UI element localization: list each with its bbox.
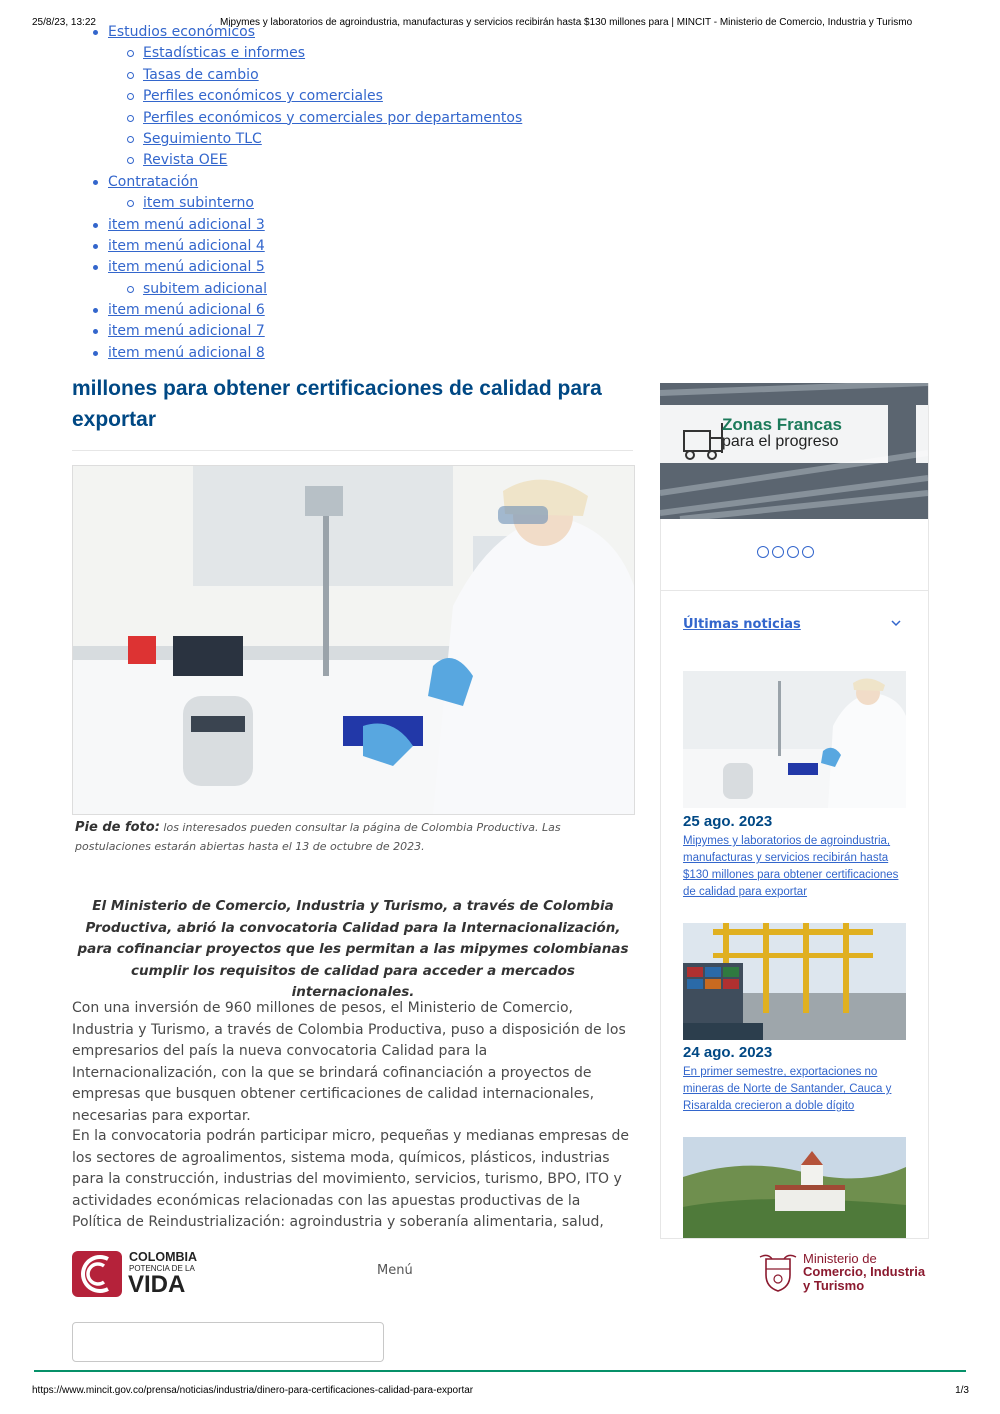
carousel-dot-2[interactable] [772, 546, 784, 558]
zonas-francas-banner[interactable] [660, 383, 928, 519]
news-title-link-2[interactable]: En primer semestre, exportaciones no mineras de Norte de Santander, Cauca y Risaralda crecieron a doble dígito [683, 1066, 892, 1112]
carousel-dots [757, 543, 817, 562]
menu-button[interactable]: Menú [377, 1263, 413, 1278]
print-url: https://www.mincit.gov.co/prensa/noticias/industria/dinero-para-certificaciones-calidad-para-exportar [32, 1385, 474, 1396]
logo-line-2: POTENCIA DE LA [129, 1264, 195, 1273]
menu-subitem [0, 150, 700, 171]
banner-title: Zonas Francas [722, 415, 842, 434]
menu-item [0, 172, 700, 193]
print-page-number: 1/3 [955, 1385, 969, 1396]
menu-link[interactable]: Seguimiento TLC [143, 130, 262, 147]
menu-subitem [0, 43, 700, 64]
logo-line-3: VIDA [128, 1271, 186, 1298]
main-menu-list [0, 22, 700, 364]
carousel-dot-4[interactable] [802, 546, 814, 558]
news-thumbnail-2[interactable] [683, 923, 906, 1060]
menu-link[interactable]: item menú adicional 3 [108, 216, 265, 233]
search-input[interactable] [72, 1322, 384, 1362]
menu-link[interactable]: item menú adicional 6 [108, 302, 265, 319]
menu-subitem [0, 108, 700, 129]
menu-link[interactable]: Tasas de cambio [143, 66, 259, 83]
menu-item [0, 343, 700, 364]
photo-caption [75, 818, 630, 856]
menu-item [0, 22, 700, 43]
menu-item [0, 300, 700, 321]
menu-link[interactable]: item menú adicional 4 [108, 237, 265, 254]
news-date-1: 25 ago. 2023 [683, 813, 773, 830]
ministry-line-3: y Turismo [803, 1278, 865, 1293]
menu-subitem [0, 193, 700, 214]
menu-item [0, 215, 700, 236]
caption-text: los interesados pueden consultar la página de Colombia Productiva. Las postulaciones estarán abiertas hasta el 13 de octubre de 2023. [75, 821, 561, 853]
menu-link[interactable]: Revista OEE [143, 152, 228, 169]
ministry-line-2: Comercio, Industria [803, 1264, 926, 1279]
news-thumbnail-3[interactable] [683, 1137, 906, 1238]
logo-line-1: COLOMBIA [129, 1250, 198, 1264]
menu-link[interactable]: item menú adicional 5 [108, 259, 265, 276]
article-paragraph-2: En la convocatoria podrán participar micro, pequeñas y medianas empresas de los sectores de agroalimentos, sistema moda, químicos, plásticos, industrias para la construcción, industrias del movimiento, servicios, turismo, BPO, ITO y actividades económicas relacionadas con las apuestas productivas de la Política de Reindustrialización: agroindustria y soberanía alimentaria, salud, [72, 1128, 629, 1230]
news-title-link-1[interactable]: Mipymes y laboratorios de agroindustria, manufacturas y servicios recibirán hasta $130 millones para obtener certificaciones de calidad para exportar [683, 835, 899, 898]
last-news-toggle[interactable]: Últimas noticias [683, 617, 801, 632]
colombia-logo-mark-icon [72, 1251, 122, 1297]
menu-subitem [0, 129, 700, 150]
print-date: 25/8/23, 13:22 [32, 17, 96, 28]
header-accent-line [34, 1370, 966, 1372]
article-paragraph-1: Con una inversión de 960 millones de pesos, el Ministerio de Comercio, Industria y Turismo, a través de Colombia Productiva, puso a disposición de los empresarios del país la nueva convocatoria Calidad para la Internacionalización, con la que se brindará cofinanciación a proyectos de empresas que busquen obtener certificaciones de calidad internacionales, necesarias para exportar. [72, 1000, 626, 1124]
sidebar-separator [660, 590, 928, 591]
article-headline: millones para obtener certificaciones de calidad para exportar [72, 377, 602, 431]
colombia-potencia-logo[interactable] [72, 1250, 202, 1298]
menu-item [0, 257, 700, 278]
headline-divider [72, 450, 633, 451]
menu-subitem [0, 65, 700, 86]
lab-photo-illustration [73, 466, 634, 814]
menu-item [0, 236, 700, 257]
news-thumbnail-1[interactable] [683, 671, 906, 808]
menu-subitem [0, 86, 700, 107]
menu-link[interactable]: Contratación [108, 173, 199, 190]
menu-link[interactable]: item subinterno [143, 195, 254, 212]
ministry-line-1: Ministerio de [803, 1251, 877, 1266]
chevron-down-icon[interactable] [890, 617, 902, 631]
banner-subtitle: para el progreso [722, 433, 839, 450]
menu-link[interactable]: Perfiles económicos y comerciales [143, 88, 383, 105]
coat-of-arms-icon [758, 1251, 798, 1293]
menu-link[interactable]: subitem adicional [143, 280, 267, 297]
menu-link[interactable]: item menú adicional 7 [108, 323, 265, 340]
menu-link[interactable]: item menú adicional 8 [108, 344, 265, 361]
carousel-dot-3[interactable] [787, 546, 799, 558]
menu-link[interactable]: Estadísticas e informes [143, 45, 306, 62]
article-photo [72, 465, 635, 815]
news-date-2: 24 ago. 2023 [683, 1044, 773, 1061]
menu-link[interactable]: Estudios económicos [108, 24, 255, 40]
carousel-dot-1[interactable] [757, 546, 769, 558]
banner-illustration [660, 383, 928, 519]
menu-subitem [0, 279, 700, 300]
menu-link[interactable]: Perfiles económicos y comerciales por departamentos [143, 109, 523, 126]
mincit-logo[interactable] [758, 1250, 933, 1298]
caption-label: Pie de foto: [75, 820, 160, 835]
article-headline-container [72, 371, 632, 441]
menu-item [0, 321, 700, 342]
print-page-title: Mipymes y laboratorios de agroindustria, manufacturas y servicios recibirán hasta $130 millones para | MINCIT - Ministerio de Comercio, Industria y Turismo [220, 17, 913, 28]
article-lead: El Ministerio de Comercio, Industria y Turismo, a través de Colombia Productiva, abrió la convocatoria Calidad para la Internacionalización, para cofinanciar proyectos que les permitan a las mipymes colombianas cumplir los requisitos de calidad para acceder a mercados internacionales. [77, 898, 629, 1000]
